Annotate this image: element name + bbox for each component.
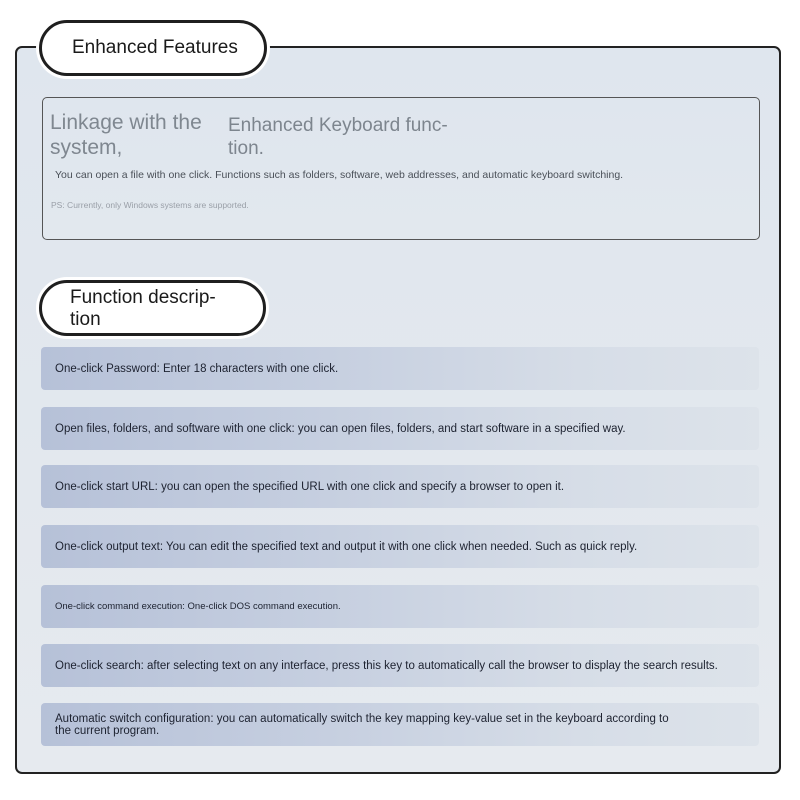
feature-card (42, 97, 760, 240)
feature-title-keyboard: Enhanced Keyboard func-tion. (228, 115, 448, 159)
section-title-function-description (39, 280, 266, 336)
enhanced-features-label: Enhanced Features (72, 37, 238, 58)
function-row-search (41, 644, 759, 687)
function-text: One-click search: after selecting text on any interface, press this key to automatically call the browser to display the search results. (55, 659, 718, 672)
function-text: One-click Password: Enter 18 characters with one click. (55, 362, 339, 375)
function-description-line2: tion (70, 309, 101, 330)
function-row-auto-switch (41, 703, 759, 746)
function-row-open-files (41, 407, 759, 450)
feature-title-linkage: Linkage with the system, (50, 111, 202, 159)
function-text: One-click output text: You can edit the specified text and output it with one click when needed. Such as quick reply. (55, 540, 638, 553)
feature-note: PS: Currently, only Windows systems are supported. (51, 200, 249, 210)
function-text: One-click start URL: you can open the specified URL with one click and specify a browser to open it. (55, 480, 565, 493)
function-description-line1: Function descrip- (70, 287, 216, 308)
feature-description: You can open a file with one click. Functions such as folders, software, web addresses, and automatic keyboard switching. (55, 169, 624, 181)
function-row-output-text (41, 525, 759, 568)
function-row-start-url (41, 465, 759, 508)
function-row-command-execution (41, 585, 759, 628)
function-text: Automatic switch configuration: you can automatically switch the key mapping key-value set in the keyboard according to the current program. (55, 712, 669, 737)
function-text: One-click command execution: One-click DOS command execution. (55, 600, 341, 612)
function-row-password (41, 347, 759, 390)
section-title-enhanced-features (39, 20, 267, 76)
function-text: Open files, folders, and software with one click: you can open files, folders, and start software in a specified way. (55, 422, 626, 435)
